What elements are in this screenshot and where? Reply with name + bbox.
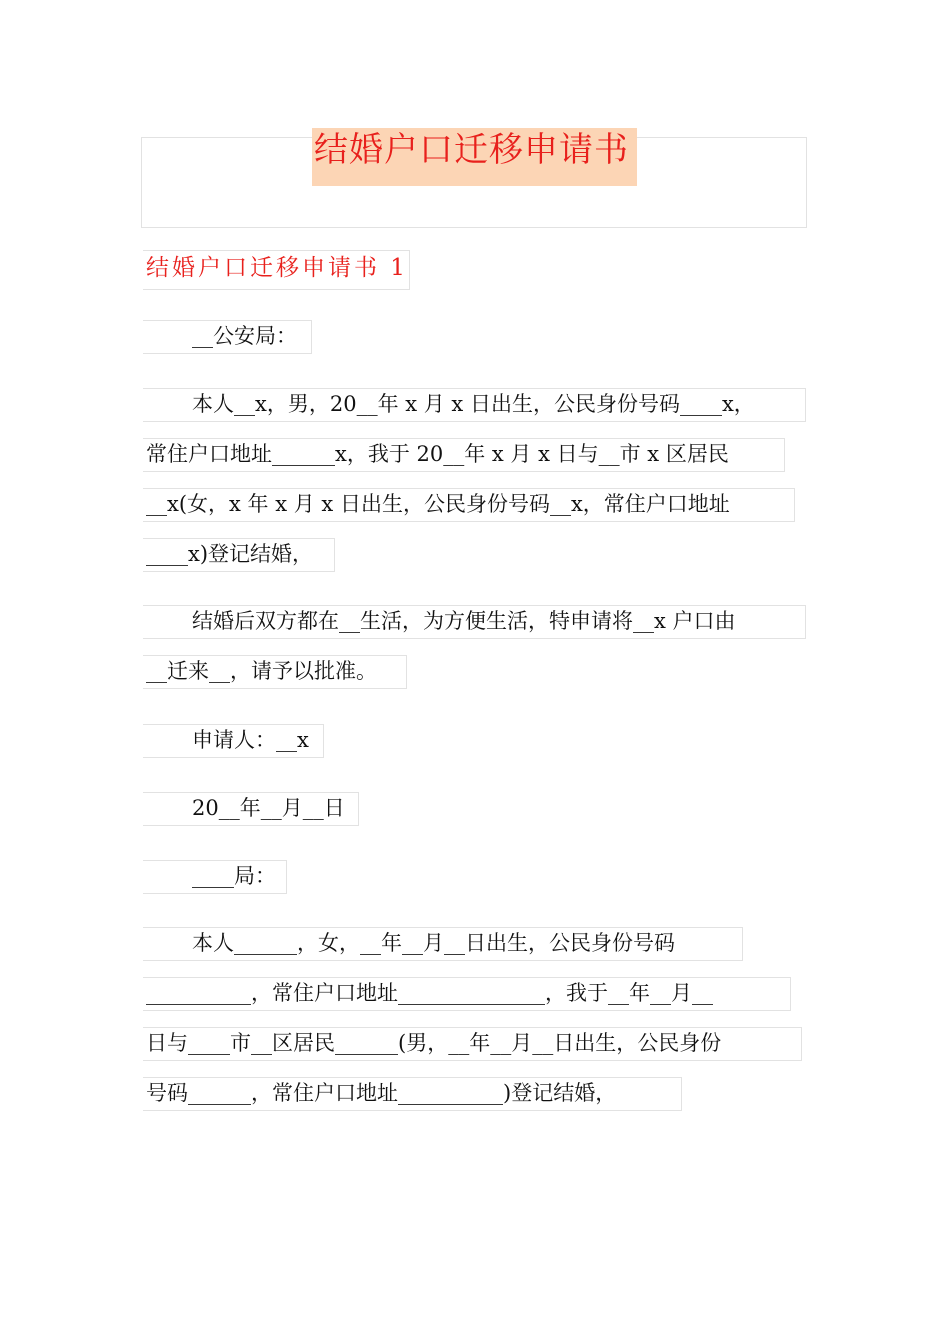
section-heading: 结婚户口迁移申请书 1 [143, 250, 410, 290]
letter2-para1-line4: 号码______，常住户口地址__________)登记结婚， [143, 1077, 682, 1111]
letter1-para2-line2: __迁来__，请予以批准。 [143, 655, 407, 689]
letter2-para1-line2: __________，常住户口地址______________，我于__年__月__ [143, 977, 791, 1011]
letter1-para1-line4: ____x)登记结婚， [143, 538, 335, 572]
addressee-1: __公安局： [143, 320, 312, 354]
applicant-signature: 申请人：__x [143, 724, 324, 758]
letter2-para1-line1: 本人______，女，__年__月__日出生，公民身份号码 [143, 927, 743, 961]
document-title: 结婚户口迁移申请书 [312, 128, 637, 186]
letter2-para1-line3: 日与____市__区居民______(男，__年__月__日出生，公民身份 [143, 1027, 802, 1061]
letter1-para2-line1: 结婚后双方都在__生活，为方便生活，特申请将__x 户口由 [143, 605, 806, 639]
addressee-2: ____局： [143, 860, 287, 894]
letter1-para1-line1: 本人__x，男，20__年 x 月 x 日出生，公民身份号码____x， [143, 388, 806, 422]
letter1-para1-line3: __x(女，x 年 x 月 x 日出生，公民身份号码__x，常住户口地址 [143, 488, 795, 522]
letter1-para1-line2: 常住户口地址______x，我于 20__年 x 月 x 日与__市 x 区居民 [143, 438, 785, 472]
application-date: 20__年__月__日 [143, 792, 359, 826]
